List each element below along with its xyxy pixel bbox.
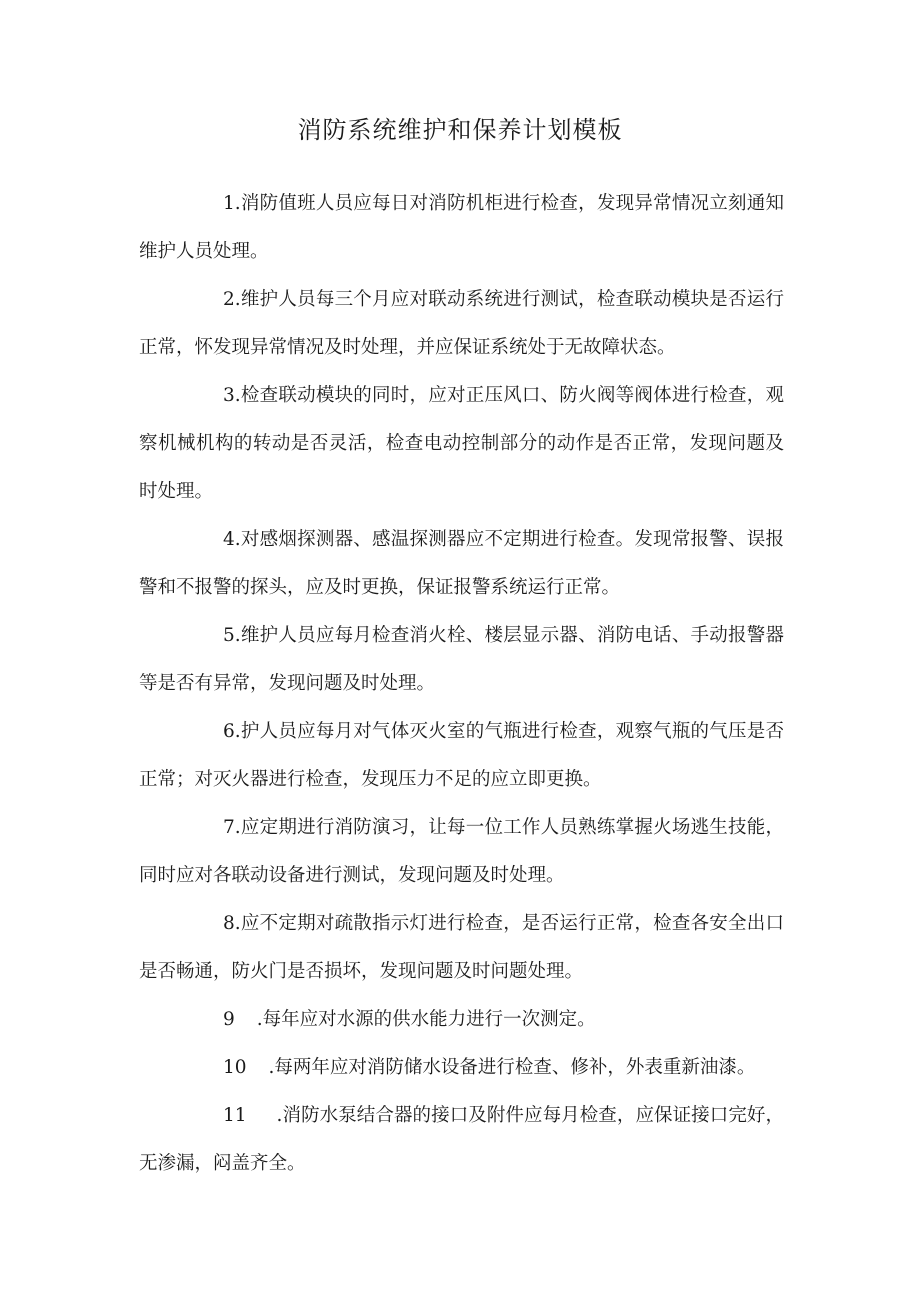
item-text: .消防水泵结合器的接口及附件应每月检查，应保证接口完好，无渗漏，闷盖齐全。 xyxy=(139,1105,784,1174)
item-number: 11 xyxy=(223,1105,247,1126)
item-number: 7 xyxy=(223,817,235,838)
item-text: .维护人员应每月检查消火栓、楼层显示器、消防电话、手动报警器等是否有异常，发现问题及时处理。 xyxy=(139,625,784,694)
item-number: 1 xyxy=(223,193,235,214)
list-item xyxy=(139,708,784,804)
item-number: 10 xyxy=(223,1057,247,1078)
list-item xyxy=(139,804,784,900)
list-item xyxy=(139,276,784,372)
document-title: 消防系统维护和保养计划模板 xyxy=(297,116,623,144)
item-number: 3 xyxy=(223,385,235,406)
item-number: 5 xyxy=(223,625,235,646)
item-number: 8 xyxy=(223,913,235,934)
list-item xyxy=(139,900,784,996)
item-text: .检查联动模块的同时，应对正压风口、防火阀等阀体进行检查，观察机械机构的转动是否灵活，检查电动控制部分的动作是否正常，发现问题及时处理。 xyxy=(139,385,784,502)
item-number: 6 xyxy=(223,721,235,742)
item-text: .每两年应对消防储水设备进行检查、修补，外表重新油漆。 xyxy=(268,1057,756,1078)
list-item xyxy=(139,612,784,708)
item-text: .护人员应每月对气体灭火室的气瓶进行检查，观察气瓶的气压是否正常；对灭火器进行检查，发现压力不足的应立即更换。 xyxy=(139,721,784,790)
item-text: .对感烟探测器、感温探测器应不定期进行检查。发现常报警、误报警和不报警的探头，应及时更换，保证报警系统运行正常。 xyxy=(139,529,784,598)
item-number: 9 xyxy=(223,1009,235,1030)
list-item xyxy=(139,1092,784,1188)
item-text: .消防值班人员应每日对消防机柜进行检查，发现异常情况立刻通知维护人员处理。 xyxy=(139,193,784,262)
list-item xyxy=(139,516,784,612)
list-item xyxy=(139,372,784,516)
item-number: 4 xyxy=(223,529,235,550)
item-text: .应定期进行消防演习，让每一位工作人员熟练掌握火场逃生技能，同时应对各联动设备进行测试，发现问题及时处理。 xyxy=(139,817,784,886)
item-text: .维护人员每三个月应对联动系统进行测试，检查联动模块是否运行正常，怀发现异常情况及时处理，并应保证系统处于无故障状态。 xyxy=(139,289,784,358)
item-text: .应不定期对疏散指示灯进行检查，是否运行正常，检查各安全出口是否畅通，防火门是否损坏，发现问题及时问题处理。 xyxy=(139,913,784,982)
item-number: 2 xyxy=(223,289,235,310)
list-item xyxy=(139,996,784,1044)
list-item xyxy=(139,1044,784,1092)
item-text: .每年应对水源的供水能力进行一次测定。 xyxy=(256,1009,596,1030)
list-item xyxy=(139,180,784,276)
